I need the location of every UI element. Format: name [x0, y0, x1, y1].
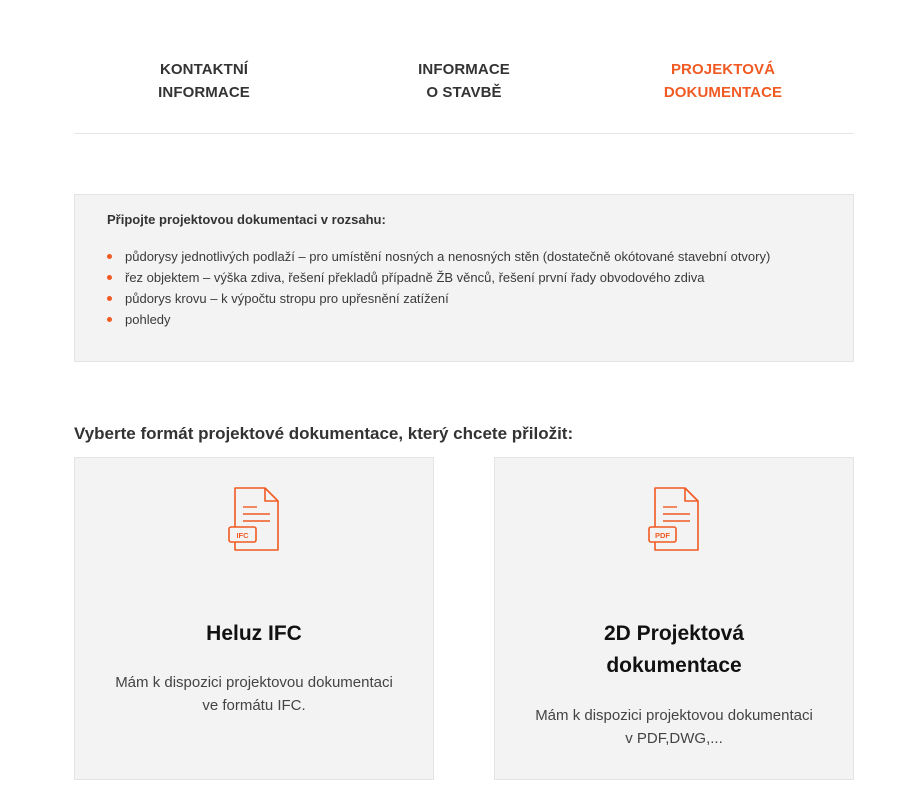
step-contact-info[interactable] — [154, 58, 254, 104]
step-contact-info-line1: KONTAKTNÍ — [159, 61, 249, 78]
list-item-text: pohledy — [125, 312, 171, 327]
format-selection-heading: Vyberte formát projektové dokumentace, který chcete přiložit: — [74, 424, 574, 443]
pdf-card-description-line1: Mám k dispozici projektovou dokumentaci — [535, 707, 813, 724]
bullet-icon — [107, 254, 112, 259]
ifc-card-description-line2: ve formátu IFC. — [202, 697, 306, 714]
pdf-card-description-line2: v PDF,DWG,... — [625, 730, 723, 747]
list-item-text: řez objektem – výška zdiva, řešení překladů případně ŽB věnců, řešení první řady obvodového zdiva — [125, 270, 705, 285]
bullet-icon — [107, 296, 112, 301]
step-project-documentation-line1: PROJEKTOVÁ — [670, 61, 776, 78]
step-contact-info-line2: INFORMACE — [158, 84, 250, 101]
list-item-text: půdorys krovu – k výpočtu stropu pro upřesnění zatížení — [125, 291, 449, 306]
format-card-pdf[interactable] — [494, 457, 854, 780]
ifc-card-description — [95, 671, 413, 717]
step-project-documentation-line2: DOKUMENTACE — [663, 84, 783, 101]
list-item-text: půdorysy jednotlivých podlaží – pro umístění nosných a nenosných stěn (dostatečně okótované stavební otvory) — [125, 249, 771, 264]
format-card-ifc[interactable] — [74, 457, 434, 780]
documentation-scope-box — [74, 194, 854, 362]
pdf-card-title-line2: dokumentace — [606, 654, 742, 677]
step-building-info-line1: INFORMACE — [418, 61, 510, 78]
bullet-icon — [107, 317, 112, 322]
pdf-icon-label: PDF — [655, 531, 670, 540]
documentation-scope-title: Připojte projektovou dokumentaci v rozsahu: — [107, 212, 386, 227]
pdf-file-icon — [647, 487, 703, 553]
bullet-icon — [107, 275, 112, 280]
pdf-card-title-line1: 2D Projektová — [603, 622, 745, 645]
pdf-card-description — [515, 704, 833, 750]
list-item — [107, 309, 770, 330]
ifc-icon-label: IFC — [236, 531, 249, 540]
list-item — [107, 267, 770, 288]
step-project-documentation[interactable] — [658, 58, 788, 104]
step-building-info-line2: O STAVBĚ — [426, 84, 502, 101]
list-item — [107, 246, 770, 267]
step-navigation — [74, 58, 854, 134]
ifc-card-description-line1: Mám k dispozici projektovou dokumentaci — [115, 674, 393, 691]
list-item — [107, 288, 770, 309]
pdf-card-title — [515, 618, 833, 682]
ifc-file-icon — [227, 487, 283, 553]
documentation-scope-list — [107, 246, 770, 330]
step-building-info[interactable] — [412, 58, 516, 104]
ifc-card-title: Heluz IFC — [206, 622, 302, 645]
